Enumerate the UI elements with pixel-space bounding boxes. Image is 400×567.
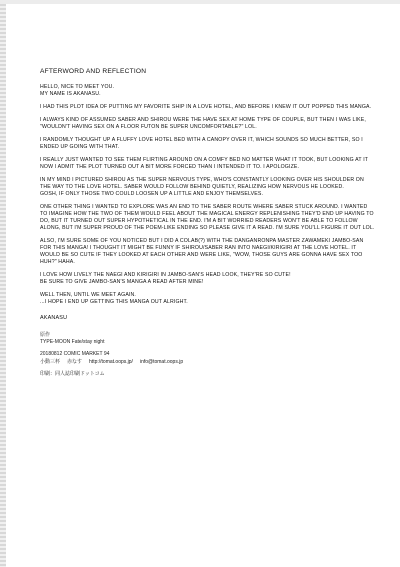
afterword-paragraph: HELLO, NICE TO MEET YOU. MY NAME IS AKANASU. [40,84,115,97]
colophon [40,332,376,378]
afterword-paragraph: I LOVE HOW LIVELY THE NAEGI AND KIRIGIRI IN JAMBO-SAN'S HEAD LOOK, THEY'RE SO CUTE! BE SURE TO GIVE JAMBO-SAN'S MANGA A READ AFTER MINE! [40,272,291,285]
afterword-paragraph: I ALWAYS KIND OF ASSUMED SABER AND SHIROU WERE THE HAVE SEX AT HOME TYPE OF COUPLE, BUT THEN I WAS LIKE, "WOULDN'T HAVING SEX ON A FLOOR FUTON BE SUPER UNCOMFORTABLE?" LOL. [40,117,366,130]
afterword-heading: AFTERWORD AND REFLECTION [40,68,147,75]
colophon-email[interactable]: info@tomat.oops.jp [139,358,184,365]
afterword-paragraph: IN MY MIND I PICTURED SHIROU AS THE SUPER NERVOUS TYPE, WHO'S CONSTANTLY LOOKING OVER HIS SHOULDER ON THE WAY TO THE LOVE HOTEL. SABER WOULD FOLLOW BEHIND QUIETLY, REALIZING HOW NERVOUS HE LOOKED. GOSH, IF ONLY THOSE TWO COULD LOOSEN UP A LITTLE AND ENJOY THEMSELVES. [40,177,364,197]
afterword-paragraph: I HAD THIS PLOT IDEA OF PUTTING MY FAVORITE SHIP IN A LOVE HOTEL, AND BEFORE I KNEW IT OUT POPPED THIS MANGA. [40,104,372,110]
afterword-paragraph: ALSO, I'M SURE SOME OF YOU NOTICED BUT I DID A COLAB(?) WITH THE DANGANRONPA MASTER ZAWAMEKI JAMBO-SAN FOR THIS MANGA! I THOUGHT IT MIGHT BE FUNNY IF SHIROU/SABER RAN INTO NAEGI/KIRIGIRI AT THE LOVE HOTEL. IT WOULD BE SO CUTE IF THEY LOOKED AT EACH OTHER AND WERE LIKE, "WOW, THOSE GUYS ARE GONNA HAVE SEX TOO HUH?" HAHA. [40,238,364,265]
author-signature: AKANASU [40,315,68,321]
colophon-printer: 印刷：同人誌印刷ドットコム [40,370,105,377]
afterword-body [40,84,376,306]
colophon-url[interactable]: http://tomat.oops.jp/ [89,358,133,365]
page-edge-top [0,0,400,4]
afterword-paragraph: I RANDOMLY THOUGHT UP A FLUFFY LOVE HOTEL BED WITH A CANOPY OVER IT, WHICH SOUNDS SO MUCH BETTER, SO I ENDED UP GOING WITH THAT. [40,137,363,150]
afterword-paragraph: WELL THEN, UNTIL WE MEET AGAIN. ...I HOPE I END UP GETTING THIS MANGA OUT ALRIGHT. [40,292,188,305]
colophon-author: 赤なす [67,358,83,365]
colophon-original-label: 原作 [40,332,51,338]
afterword-paragraph: I REALLY JUST WANTED TO SEE THEM FLIRTING AROUND ON A COMFY BED NO MATTER WHAT IT TOOK, BUT LOOKING AT IT NOW I ADMIT THE PLOT TURNED OUT A BIT MORE FORCED THAN I INTENDED IT TO. I APOLOGIZE. [40,157,369,170]
colophon-original-value: TYPE-MOON Fate/stay night [40,339,105,346]
colophon-circle: 小動三杯 [40,358,61,365]
page-edge-left [0,0,6,567]
afterword-paragraph: ONE OTHER THING I WANTED TO EXPLORE WAS AN END TO THE SABER ROUTE WHERE SABER STUCK AROUND. I WANTED TO IMAGINE HOW THE TWO OF THEM WOULD FEEL ABOUT THE MAGICAL ENERGY REPLENISHING THEY'D END UP HAVING TO DO, BUT IT TURNED OUT SUPER HYPOTHETICAL IN THE END. I'M A BIT WORRIED READERS WON'T BE ABLE TO FOLLOW ALONG, BUT I'M SUPER PROUD OF THE POEM-LIKE ENDING SO PLEASE GIVE IT A READ. I'M SURE YOU'LL FIGURE IT OUT LOL. [40,204,375,231]
afterword-page [40,68,376,378]
colophon-contact-row [40,359,376,366]
colophon-event: 20180812 COMIC MARKET 94 [40,351,110,358]
